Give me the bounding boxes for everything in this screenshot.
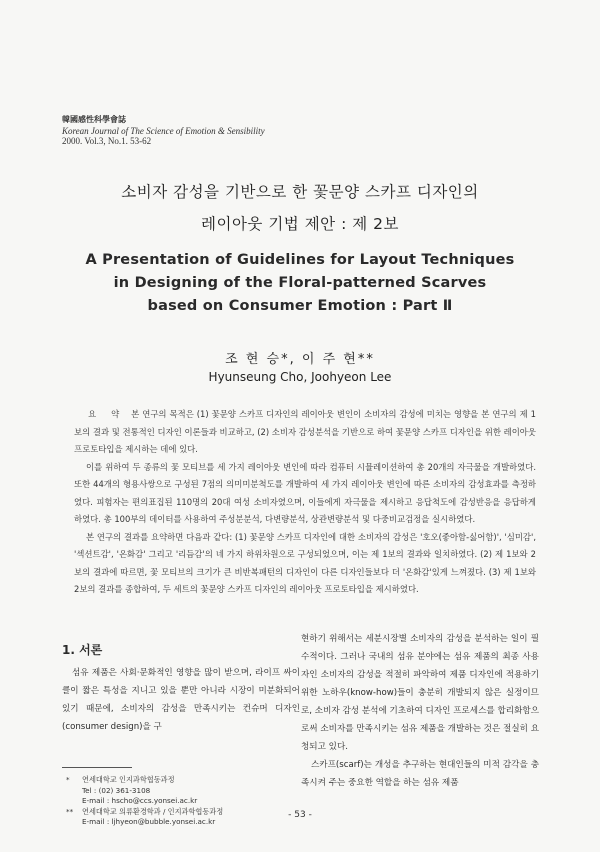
footnote: ** 연세대학교 의류환경학과 / 인지과학협동과정 xyxy=(66,806,224,816)
journal-header xyxy=(62,115,265,147)
body-column-left xyxy=(62,640,300,736)
body-paragraph: 현하기 위해서는 세분시장별 소비자의 감성을 분석하는 일이 필수적이다. 그러나 국내의 섬유 분야에는 섬유 제품의 최종 사용자인 소비자의 감성을 적절히 파악하여 제품 디자인에 적용하기 위한 노하우(know-how)들이 충분히 개발되지 않은 실정이므로, 소비자 감성 분석에 기초하여 디자인 프로세스를 합리화함으로써 소비자를 만족시키는 섬유 제품을 개발하는 것은 절실히 요청되고 있다. xyxy=(301,634,539,752)
journal-name-ko: 韓國感性科學會誌 xyxy=(62,115,126,124)
footnote-line: E-mail : hscho@ccs.yonsei.ac.kr xyxy=(82,796,198,805)
title-en-line-3: based on Consumer Emotion : Part Ⅱ xyxy=(147,298,453,314)
page-number: - 53 - xyxy=(288,810,312,820)
abstract xyxy=(74,406,536,599)
title-ko-line-2: 레이아웃 기법 제안 : 제 2보 xyxy=(201,215,399,233)
title-en-line-2: in Designing of the Floral-patterned Scarves xyxy=(113,275,487,291)
title-ko-line-1: 소비자 감성을 기반으로 한 꽃문양 스카프 디자인의 xyxy=(121,183,479,201)
footnote-mark: ** xyxy=(66,806,74,816)
body-paragraph: 섬유 제품은 사회·문화적인 영향을 많이 받으며, 라이프 싸이클이 짧은 특성을 지니고 있을 뿐만 아니라 시장이 미분화되어 있기 때문에, 소비자의 감성을 만족시키는 컨슈머 디자인(consumer design)을 구 xyxy=(62,668,300,732)
journal-issue: 2000. Vol.3, No.1. 53-62 xyxy=(62,136,152,146)
footnote: * 연세대학교 인지과학협동과정 xyxy=(66,775,175,784)
body-column-right xyxy=(301,630,539,792)
abstract-paragraph-3: 본 연구의 결과를 요약하면 다음과 같다: (1) 꽃문양 스카프 디자인에 대한 소비자의 감성은 '호오(좋아함-싫어함)', '심미감', '섹션트감', '온화감' 그리고 '리듬감'의 네 가지 하위차원으로 구성되었으며, 이는 제 1보의 결과와 일치하였다. (2) 제 1보와 2보의 결과에 따르면, 꽃 모티브의 크기가 큰 비반복패턴의 디자인이 다른 디자인들보다 더 '온화감'있게 느껴졌다. (3) 제 1보와 2보의 결과를 종합하여, 두 세트의 꽃문양 스카프 디자인의 레이아웃 프로토타입을 제시하였다. xyxy=(74,531,536,594)
abstract-paragraph-1: 요 약 본 연구의 목적은 (1) 꽃문양 스카프 디자인의 레이아웃 변인이 소비자의 감성에 미치는 영향을 본 연구의 제 1보의 결과 및 전통적인 디자인 이론들과 비교하고, (2) 소비자 감성분석을 기반으로 하여 꽃문양 스카프 디자인을 위한 레이아웃 프로토타입을 제시하는 데에 있다. xyxy=(74,409,536,454)
body-paragraph: 스카프(scarf)는 개성을 추구하는 현대인들의 미적 감각을 충족시켜 주는 중요한 역할을 하는 섬유 제품 xyxy=(301,760,539,788)
section-heading: 1. 서론 xyxy=(62,643,103,657)
footnote-line: E-mail : ljhyeon@bubble.yonsei.ac.kr xyxy=(82,817,216,826)
authors-en: Hyunseung Cho, Joohyeon Lee xyxy=(208,370,392,384)
journal-name-en: Korean Journal of The Science of Emotion & Sensibility xyxy=(62,125,265,136)
abstract-paragraph-2: 이를 위하여 두 종류의 꽃 모티브를 세 가지 레이아웃 변인에 따라 컴퓨터 시뮬레이션하여 총 20개의 자극물을 개발하였다. 또한 44개의 형용사쌍으로 구성된 7점의 의미미분척도를 개발하여 세 가지 레이아웃 변인에 따른 소비자의 감성효과를 측정하였다. 피험자는 편의표집된 110명의 20대 여성 소비자였으며, 이들에게 자극물을 제시하고 응답척도에 감성반응을 응답하게 하였다. 총 100부의 데이터를 사용하여 주성분분석, 다변량분석, 상관변량분석 및 다중비교검정을 실시하였다. xyxy=(74,461,536,524)
title-en-line-1: A Presentation of Guidelines for Layout Techniques xyxy=(85,252,515,268)
abstract-label: 요 약 xyxy=(88,409,126,419)
footnote-divider xyxy=(62,767,132,768)
footnote-mark: * xyxy=(66,775,70,784)
authors-ko: 조 현 승*, 이 주 현** xyxy=(225,352,375,367)
footnote-line: Tel : (02) 361-3108 xyxy=(82,785,151,795)
